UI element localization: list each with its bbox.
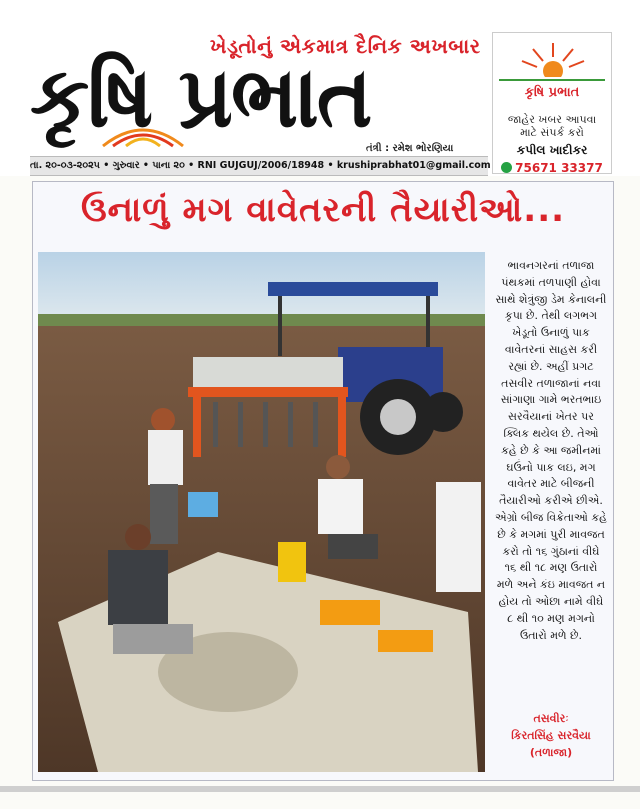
whatsapp-icon [501, 162, 512, 173]
article [32, 181, 614, 781]
masthead [0, 0, 640, 176]
ad-phone[interactable] [493, 161, 611, 175]
ad-text-line-2: માટે સંપર્ક કરો [520, 126, 584, 139]
article-body: ભાવનગરનાં તળાજા પંથકમાં તળપાણી હોવા સાથે શેત્રુંજી ડેમ કેનાલની કૃપા છે. તેથી લગભગ ખેડૂતો ઉનાળું પાક વાવેતરનાં સાહસ કરી રહ્યાં છે. અહીં પ્રગટ તસવીર તળાજાનાં નવા સાંગાણા ગામે ભરતભાઇ સરવૈયાનાં ખેતર પર ક્લિક થયેલ છે. તેઓ કહે છે કે આ જમીનમાં ઘઉંનો પાક લઇ, મગ વાવેતર માટે બીજની તૈયારીઓ કરીએ છીએ. એગ્રો બીજ વિક્રેતાઓ કહે છે કે મગમાં પુરી માવજત કરો તો ૧૬ ગુંઠાનાં વીઘે ૧૬ થી ૧૮ મણ ઉતારો મળે અને કંઇ માવજત ન હોય તો ઓછા નામે વીઘે ૮ થી ૧૦ મણ મગનો ઉતારો મળે છે. [495, 259, 607, 642]
brand-logo-text: કૃષિ પ્રભાત [30, 48, 371, 146]
bottom-rule [0, 786, 640, 792]
photo-credit-name: કિરતસિંહ સરવૈયા [511, 729, 591, 742]
editor-credit: તંત્રી : રમેશ ભોરણિયા [366, 143, 454, 154]
photo-credit-place: (તળાજા) [529, 746, 573, 759]
advertisement-box [492, 32, 612, 174]
photo-credit-label: તસવીરઃ [533, 712, 569, 725]
dateline: તા. ૨૦-૦૩-૨૦૨૫ • ગુરુવાર • પાના ૨૦ • RNI GUJGUJ/2006/18948 • krushiprabhat01@gmail.com [30, 156, 488, 176]
farm-photo [38, 252, 485, 772]
ad-title: કૃષિ પ્રભાત [524, 85, 580, 100]
ad-divider [499, 79, 605, 81]
sun-logo-icon [518, 37, 588, 77]
ad-contact-name: કપીલ ખાદીકર [516, 143, 588, 157]
article-headline: ઉનાળું મગ વાવેતરની તૈયારીઓ... [80, 190, 566, 230]
ad-phone-number: 75671 33377 [515, 161, 603, 175]
tagline: ખેડૂતોનું એકમાત્ર દૈનિક અખબાર [210, 34, 481, 58]
sunrise-icon [98, 118, 188, 148]
ad-text-line-1: જાહેર ખબર આપવા [507, 113, 597, 126]
